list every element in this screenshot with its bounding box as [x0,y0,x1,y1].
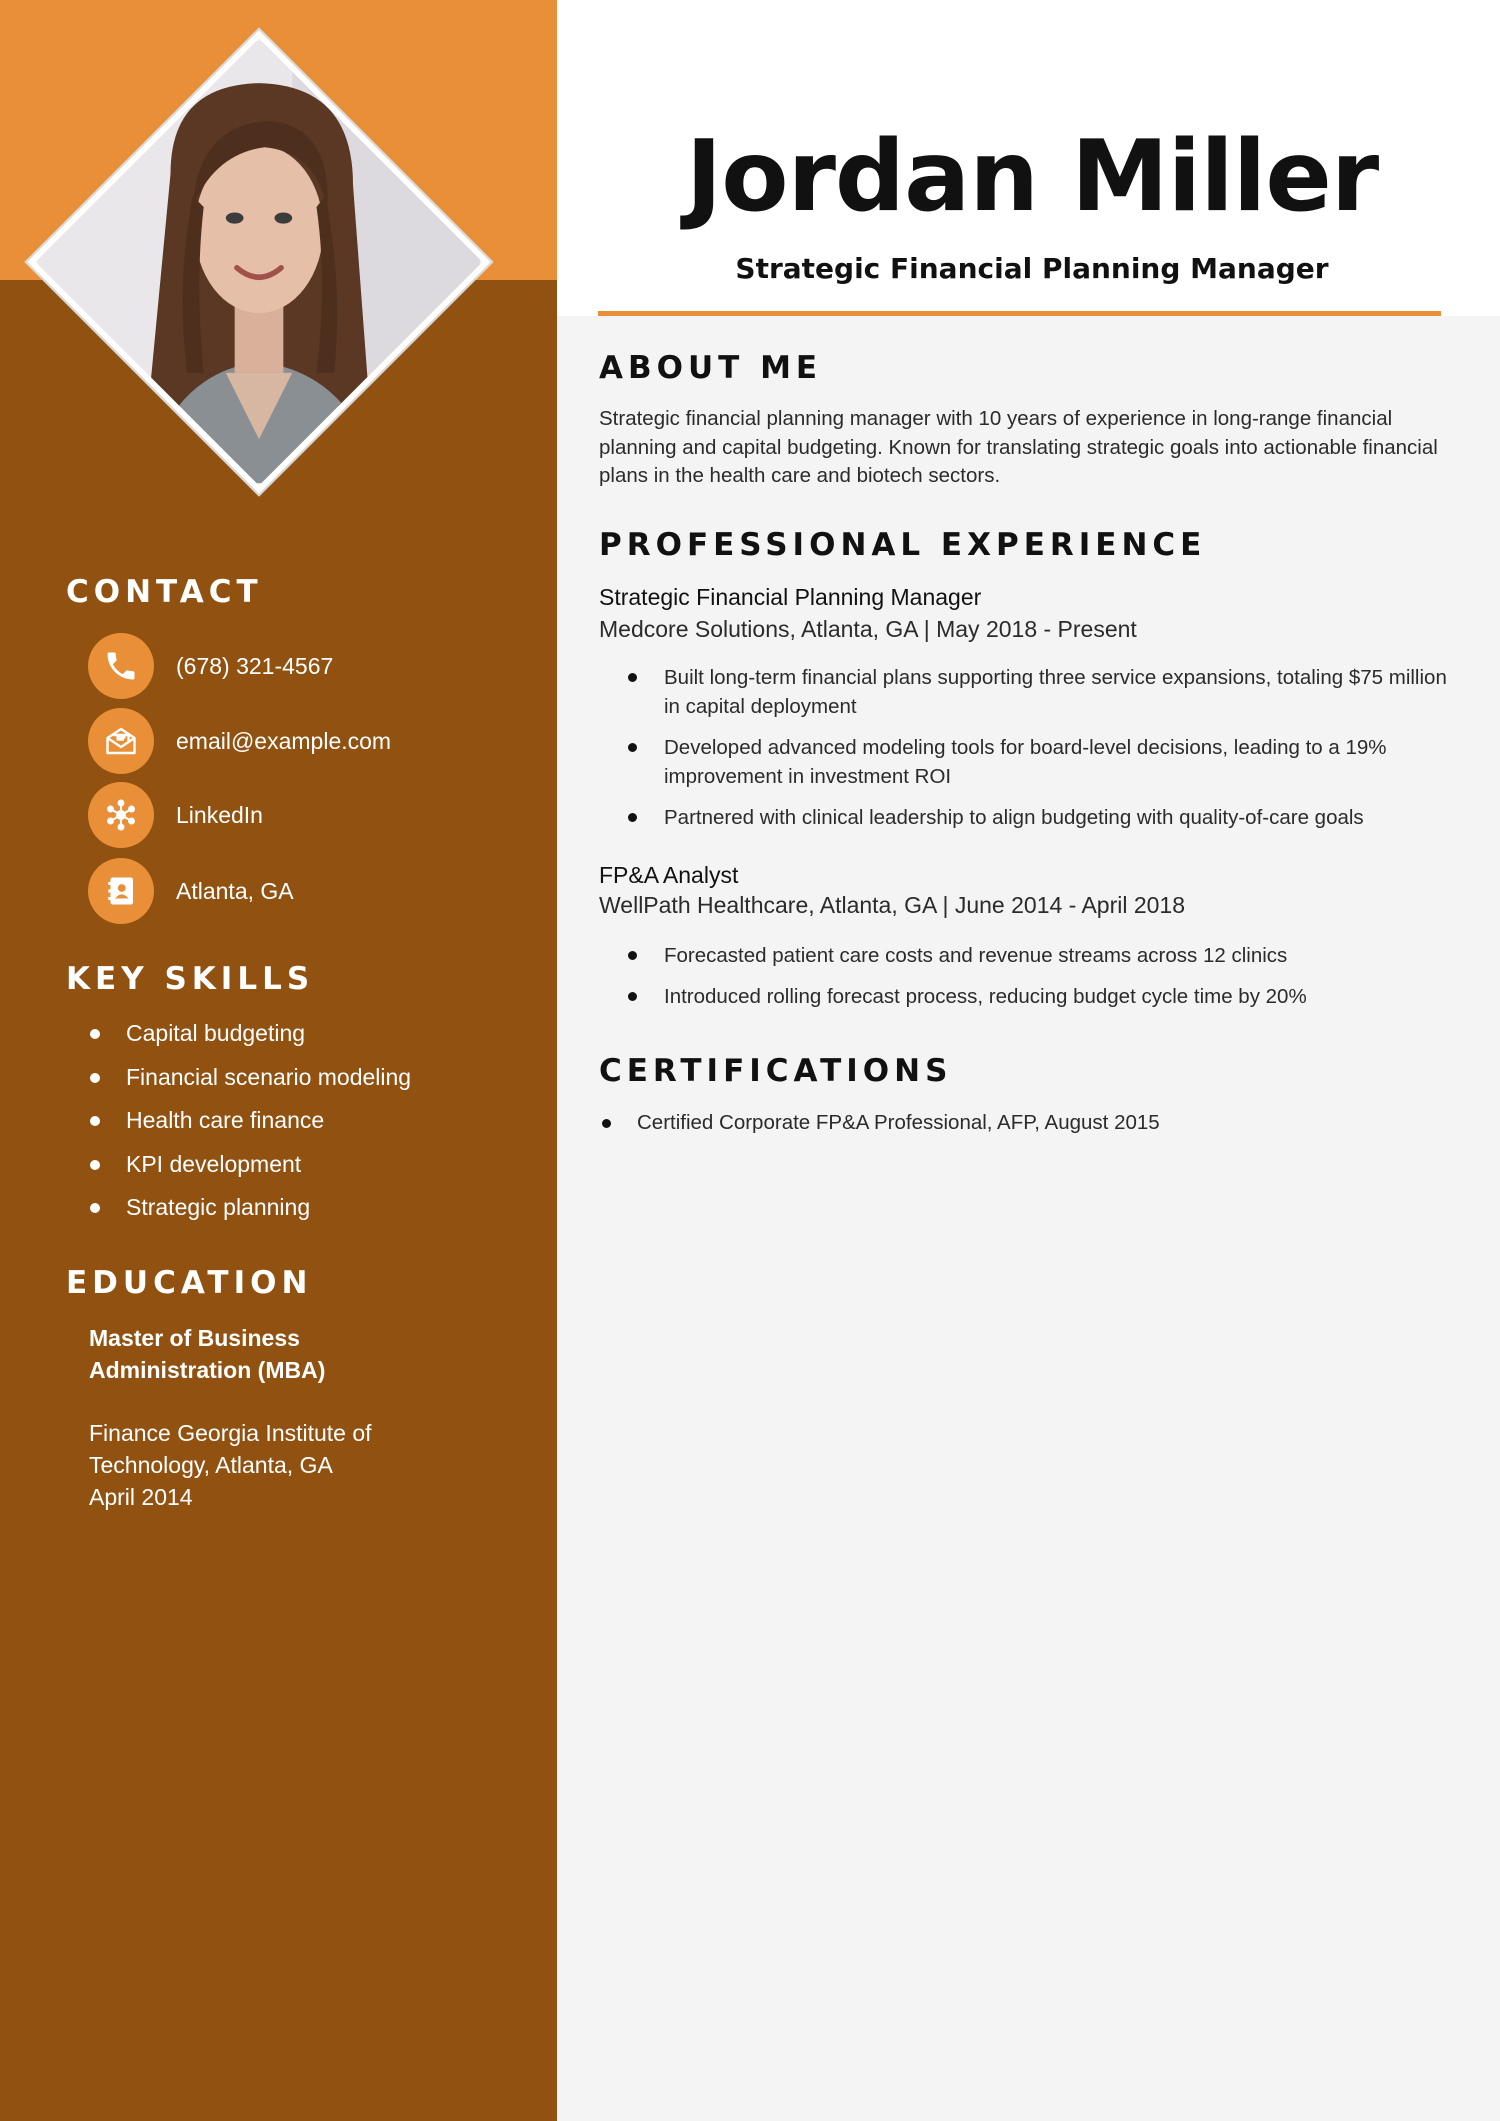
candidate-name [557,120,1500,234]
education-school-name: Finance Georgia Institute of Technology, Atlanta, GA [89,1420,372,1478]
job-bullet: Partnered with clinical leadership to align budgeting with quality-of-care goals [628,803,1468,832]
job-title: FP&A Analyst [599,862,739,888]
job-bullet: Forecasted patient care costs and revenue streams across 12 clinics [628,941,1468,970]
education-degree: Master of Business Administration (MBA) [89,1325,326,1383]
phone-icon [88,633,154,699]
last-name: Miller [1071,120,1379,234]
education-date: April 2014 [89,1484,193,1510]
job-bullet: Developed advanced modeling tools for board-level decisions, leading to a 19% improvement in investment ROI [628,733,1468,791]
job-bullets [628,663,1468,844]
contact-heading: CONTACT [66,574,263,610]
first-name: Jordan [685,120,1038,234]
skill-item: Capital budgeting [88,1016,411,1060]
skill-item: KPI development [88,1147,411,1191]
contact-email[interactable] [88,708,391,774]
certifications-heading: CERTIFICATIONS [599,1053,953,1089]
contact-linkedin-text: LinkedIn [176,801,263,828]
linkedin-network-icon [88,782,154,848]
skills-list [88,1016,411,1234]
job-bullet: Introduced rolling forecast process, reducing budget cycle time by 20% [628,982,1468,1011]
job-meta: Medcore Solutions, Atlanta, GA | May 2018 - Present [599,616,1137,642]
contact-phone[interactable] [88,633,333,699]
sidebar [0,0,557,2121]
job-bullets [628,941,1468,1023]
candidate-title: Strategic Financial Planning Manager [735,252,1329,285]
about-heading: ABOUT ME [599,350,823,386]
certification-item: Certified Corporate FP&A Professional, AFP, August 2015 [600,1108,1460,1138]
education-heading: EDUCATION [66,1265,313,1301]
contact-email-text: email@example.com [176,727,392,754]
job-meta: WellPath Healthcare, Atlanta, GA | June 2014 - April 2018 [599,892,1186,918]
skill-item: Health care finance [88,1103,411,1147]
contact-location-text: Atlanta, GA [176,877,294,904]
job-bullet: Built long-term financial plans supporting three service expansions, totaling $75 million in capital deployment [628,663,1468,721]
experience-heading: PROFESSIONAL EXPERIENCE [599,527,1207,563]
contact-phone-text: (678) 321-4567 [176,652,334,679]
job-title: Strategic Financial Planning Manager [599,584,982,610]
address-book-icon [88,858,154,924]
contact-linkedin[interactable] [88,782,263,848]
certifications-list [600,1108,1460,1138]
email-icon [88,708,154,774]
about-text: Strategic financial planning manager with 10 years of experience in long-range financial planning and capital budgeting. Known for translating strategic goals into actionable financial plans in the health care and biotech sectors. [599,407,1438,487]
skills-heading: KEY SKILLS [66,961,315,997]
skill-item: Financial scenario modeling [88,1060,411,1104]
header-divider [598,311,1441,316]
education-school [89,1417,449,1513]
contact-location[interactable] [88,858,294,924]
skill-item: Strategic planning [88,1190,411,1234]
